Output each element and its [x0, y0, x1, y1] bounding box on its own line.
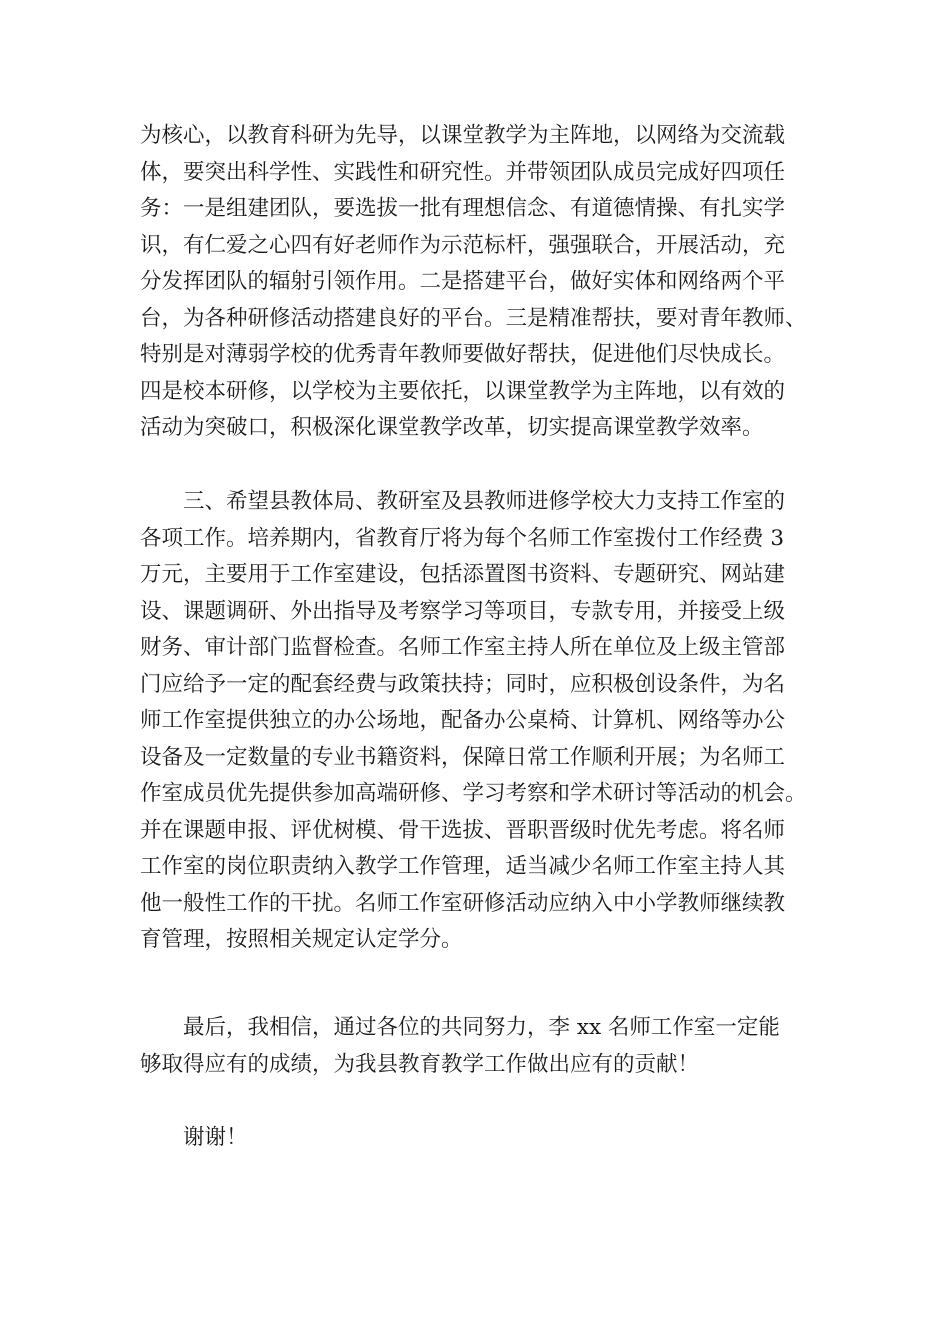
text-line: 识，有仁爱之心四有好老师作为示范标杆，强强联合，开展活动，充 — [140, 232, 786, 258]
paragraph-support — [140, 484, 816, 959]
text-line: 活动为突破口，积极深化课堂教学改革，切实提高课堂教学效率。 — [140, 415, 764, 440]
text-line: 他一般性工作的干扰。名师工作室研修活动应纳入中小学教师继续教 — [140, 890, 786, 916]
text-line: 门应给予一定的配套经费与政策扶持；同时，应积极创设条件，为名 — [140, 671, 786, 697]
text-line: 体，要突出科学性、实践性和研究性。并带领团队成员完成好四项任 — [140, 159, 786, 185]
text-line: 三、希望县教体局、教研室及县教师进修学校大力支持工作室的 — [183, 489, 786, 514]
text-line: 最后，我相信，通过各位的共同努力，李 xx 名师工作室一定能 — [183, 1015, 780, 1040]
paragraph-tasks — [140, 118, 816, 447]
text-line: 作室成员优先提供参加高端研修、学习考察和学术研讨等活动的机会。 — [140, 781, 807, 806]
text-line: 财务、审计部门监督检查。名师工作室主持人所在单位及上级主管部 — [140, 635, 786, 660]
text-line: 四是校本研修，以学校为主要依托，以课堂教学为主阵地，以有效的 — [140, 378, 786, 404]
text-line: 各项工作。培养期内，省教育厅将为每个名师工作室拨付工作经费 3 — [140, 525, 785, 551]
text-line: 师工作室提供独立的办公场地，配备办公桌椅、计算机、网络等办公 — [140, 708, 786, 733]
paragraph-thanks — [140, 1120, 816, 1157]
text-line: 务：一是组建团队，要选拔一批有理想信念、有道德情操、有扎实学 — [140, 196, 786, 221]
text-line: 够取得应有的成绩，为我县教育教学工作做出应有的贡献！ — [140, 1051, 700, 1077]
text-line: 万元，主要用于工作室建设，包括添置图书资料、专题研究、网站建 — [140, 562, 786, 587]
text-line: 设备及一定数量的专业书籍资料，保障日常工作顺利开展；为名师工 — [140, 744, 786, 770]
text-line: 工作室的岗位职责纳入教学工作管理，适当减少名师工作室主持人其 — [140, 854, 786, 879]
text-line: 为核心，以教育科研为先导，以课堂教学为主阵地，以网络为交流载 — [140, 123, 786, 148]
text-line: 分发挥团队的辐射引领作用。二是搭建平台，做好实体和网络两个平 — [140, 269, 786, 294]
paragraph-closing — [140, 1010, 816, 1083]
text-line: 设、课题调研、外出指导及考察学习等项目，专款专用，并接受上级 — [140, 598, 786, 624]
text-line: 并在课题申报、评优树模、骨干选拔、晋职晋级时优先考虑。将名师 — [140, 817, 786, 843]
text-line: 特别是对薄弱学校的优秀青年教师要做好帮扶，促进他们尽快成长。 — [140, 342, 786, 367]
text-line: 台，为各种研修活动搭建良好的平台。三是精准帮扶，要对青年教师、 — [140, 305, 807, 331]
text-line: 育管理，按照相关规定认定学分。 — [140, 927, 463, 952]
text-line: 谢谢！ — [183, 1125, 248, 1150]
